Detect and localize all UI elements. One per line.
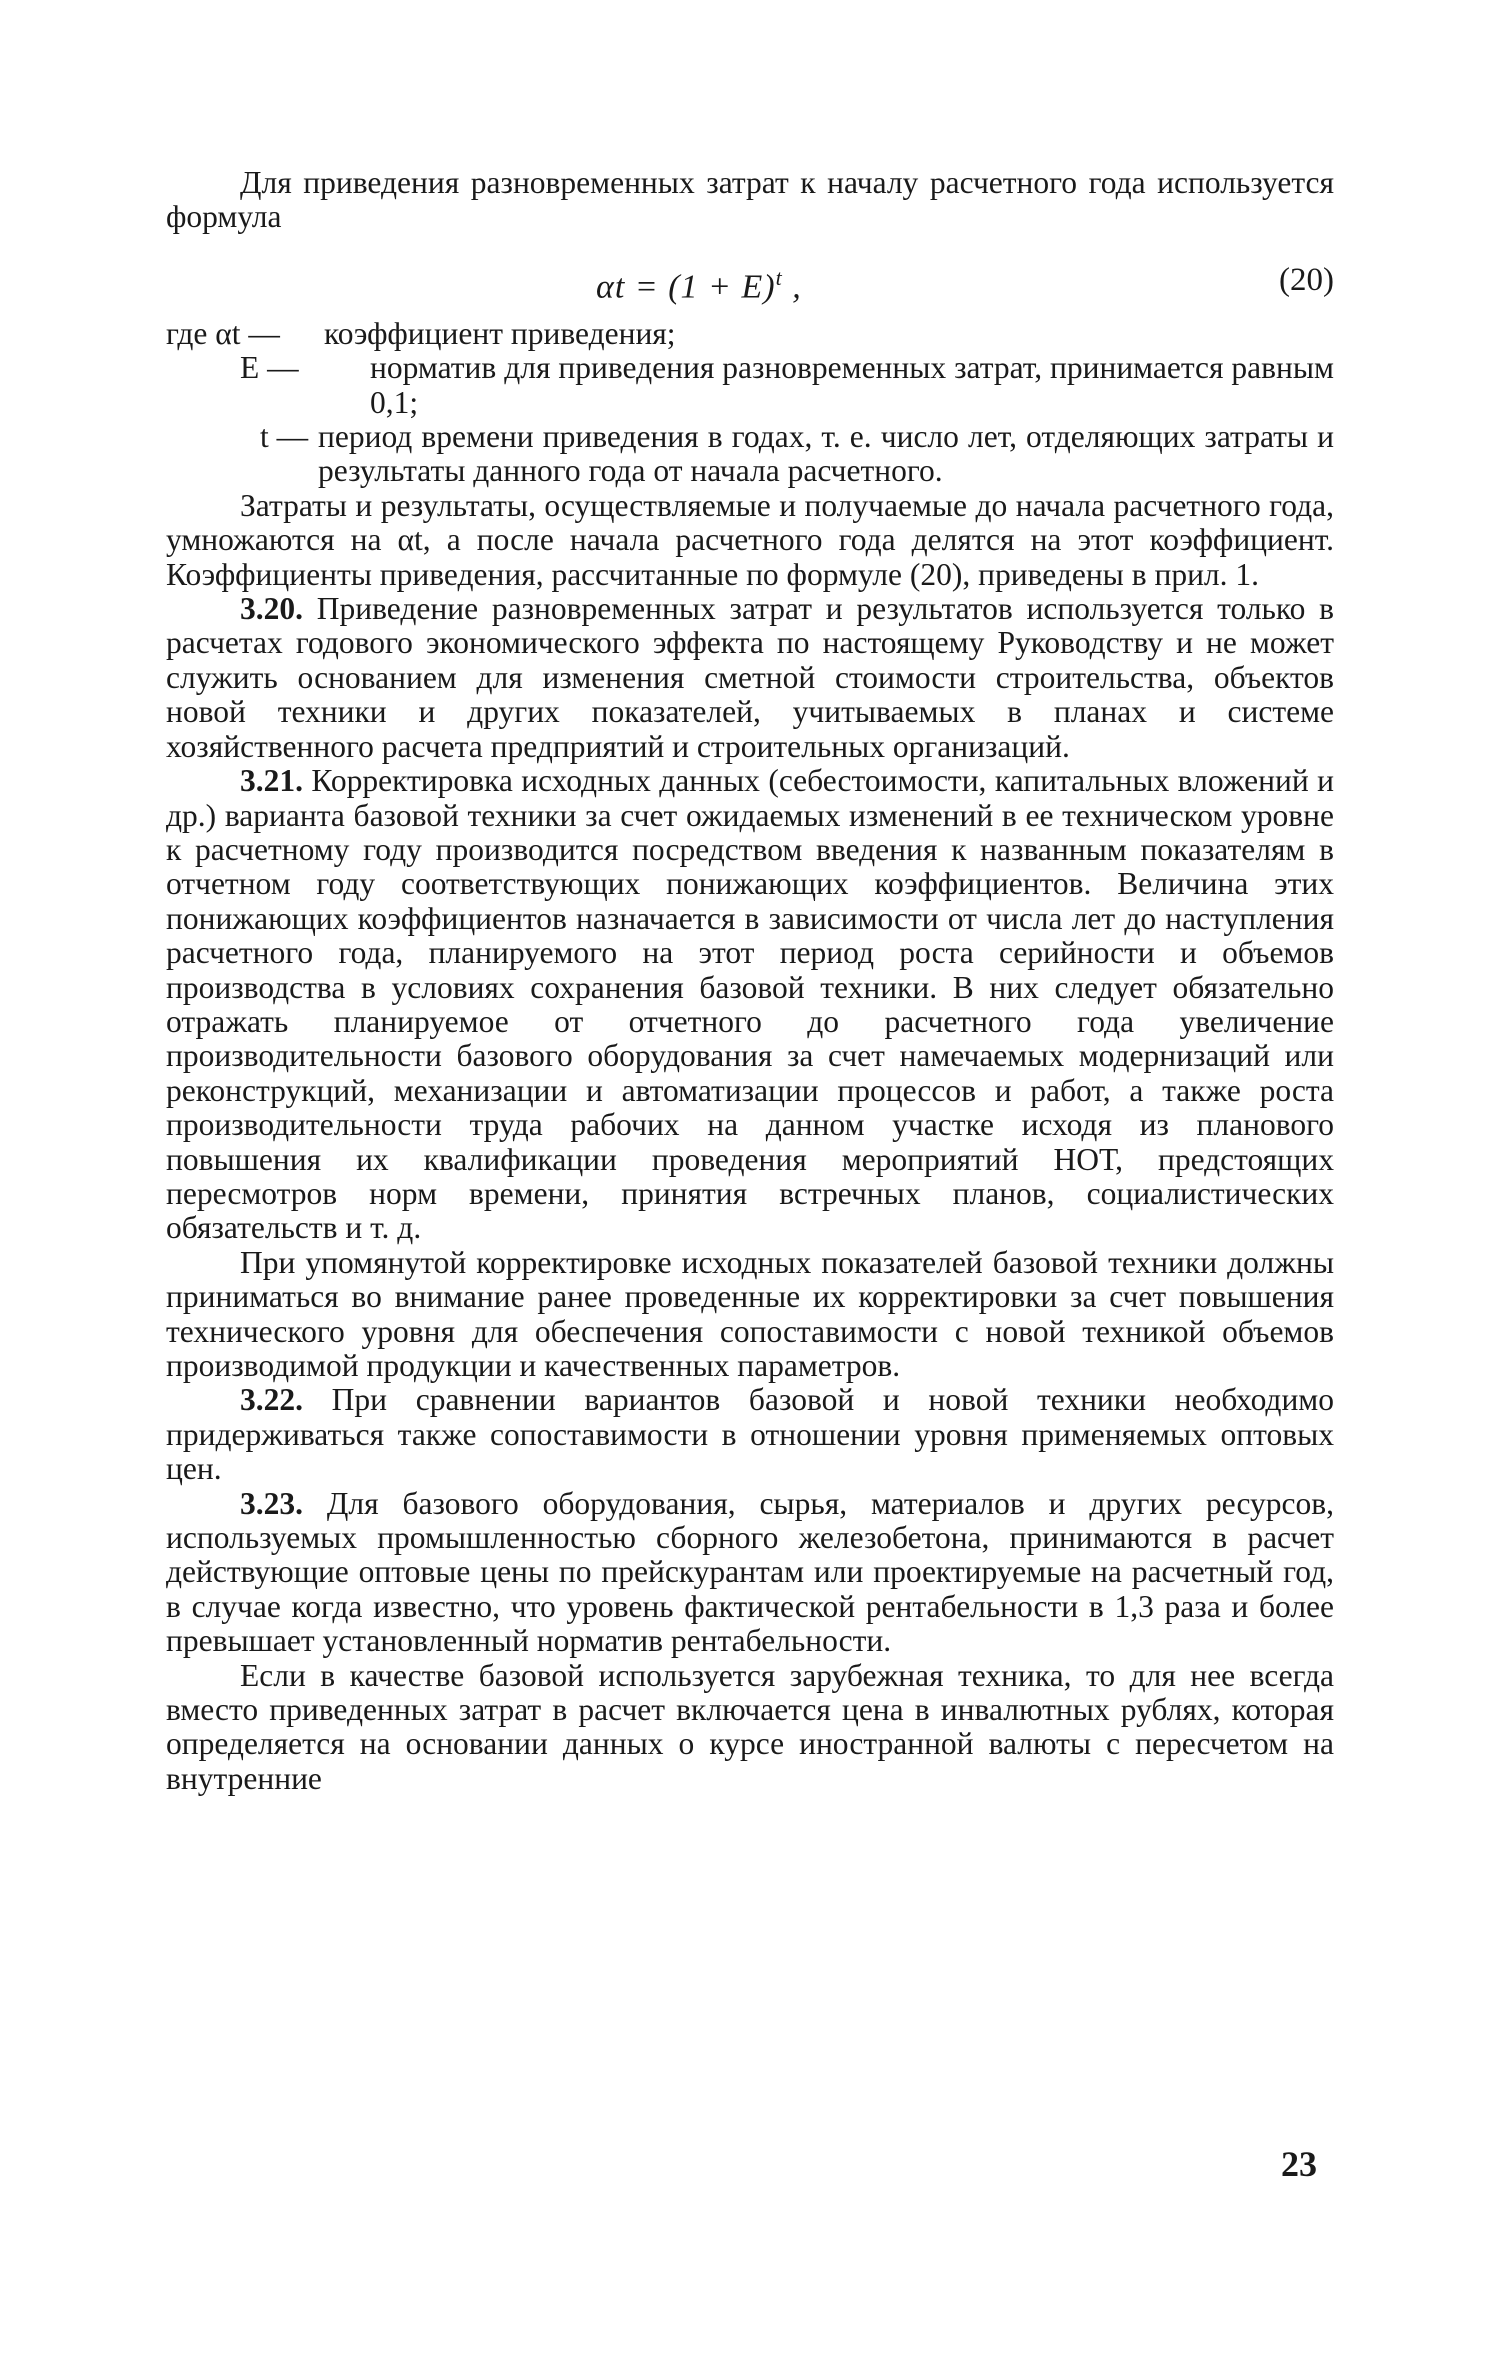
paragraph-text: Если в качестве базовой используется зарубежная техника, то для нее всегда вместо приведенных затрат в расчет включается цена в инвалютных рублях, которая определяется на основании данных о курсе иностранной валюты с пересчетом на внутренние <box>166 1657 1334 1796</box>
paragraph <box>166 1246 1334 1384</box>
paragraph-text: При сравнении вариантов базовой и новой техники необходимо придерживаться также сопоставимости в отношении уровня применяемых оптовых цен. <box>166 1382 1334 1487</box>
formula-exponent: t <box>775 264 783 290</box>
clause-number: 3.23. <box>240 1485 303 1521</box>
legend-item <box>166 351 1334 420</box>
paragraph-text: Для базового оборудования, сырья, материалов и других ресурсов, используемых промышленностью сборного железобетона, принимаются в расчет действующие оптовые цены по прейскурантам или проектируемые на расчетный год, в случае когда известно, что уровень фактической рентабельности в 1,3 раза и более превышает установленный норматив рентабельности. <box>166 1485 1334 1659</box>
paragraph-text: Корректировка исходных данных (себестоимости, капитальных вложений и др.) варианта базовой техники за счет ожидаемых изменений в ее техническом уровне к расчетному году производится посредством введения к названным показателям в отчетном году соответствующих понижающих коэффициентов. Величина этих понижающих коэффициентов назначается в зависимости от числа лет до наступления расчетного года, планируемого на этот период роста серийности и объемов производства в условиях сохранения базовой техники. В них следует обязательно отражать планируемое от отчетного до расчетного года увеличение производительности базового оборудования за счет намечаемых модернизаций или реконструкций, механизации и автоматизации процессов и работ, а также роста производительности труда рабочих на данном участке исходя из планового повышения их квалификации проведения мероприятий НОТ, предстоящих пересмотров норм времени, принятия встречных планов, социалистических обязательств и т. д. <box>166 763 1334 1246</box>
legend-symbol: t — <box>260 419 309 455</box>
paragraph-text: При упомянутой корректировке исходных показателей базовой техники должны приниматься во внимание ранее проведенные их корректировки за счет повышения технического уровня для обеспечения сопоставимости с новой техникой объемов производимой продукции и качественных параметров. <box>166 1244 1334 1383</box>
legend-symbol: E — <box>240 350 299 386</box>
formula-body: αt = (1 + E) <box>596 268 776 306</box>
paragraph-3-21 <box>166 764 1334 1246</box>
paragraph-3-20 <box>166 592 1334 764</box>
legend-text: норматив для приведения разновременных затрат, принимается равным 0,1; <box>370 350 1334 420</box>
legend-item <box>166 420 1334 489</box>
legend-item <box>166 317 1334 351</box>
paragraph <box>166 1659 1334 1797</box>
clause-number: 3.22. <box>240 1382 303 1418</box>
main-text <box>166 166 1334 1796</box>
formula-row <box>166 257 1334 309</box>
formula-legend <box>166 317 1334 489</box>
clause-number: 3.20. <box>240 591 303 627</box>
paragraph-3-22 <box>166 1383 1334 1486</box>
formula-trail: , <box>782 268 802 306</box>
equation-number: (20) <box>1279 261 1334 298</box>
paragraph-3-23 <box>166 1487 1334 1659</box>
paragraph-text: Затраты и результаты, осуществляемые и получаемые до начала расчетного года, умножаются на αt, а после начала расчетного года делятся на этот коэффициент. Коэффициенты приведения, рассчитанные по формуле (20), приведены в прил. 1. <box>166 487 1334 592</box>
intro-paragraph: Для приведения разновременных затрат к началу расчетного года используется формула <box>166 165 1334 235</box>
page-number: 23 <box>1281 2144 1317 2184</box>
paragraph-text: Приведение разновременных затрат и результатов используется только в расчетах годового экономического эффекта по настоящему Руководству и не может служить основанием для изменения сметной стоимости строительства, объектов новой техники и других показателей, учитываемых в планах и системе хозяйственного расчета предприятий и строительных организаций. <box>166 591 1334 764</box>
legend-symbol: где αt — <box>166 315 280 351</box>
clause-number: 3.21. <box>240 763 303 799</box>
paragraph <box>166 489 1334 592</box>
formula <box>596 261 802 305</box>
legend-text: период времени приведения в годах, т. е. число лет, отделяющих затраты и результаты данного года от начала расчетного. <box>318 419 1334 489</box>
legend-text: коэффициент приведения; <box>324 315 676 351</box>
